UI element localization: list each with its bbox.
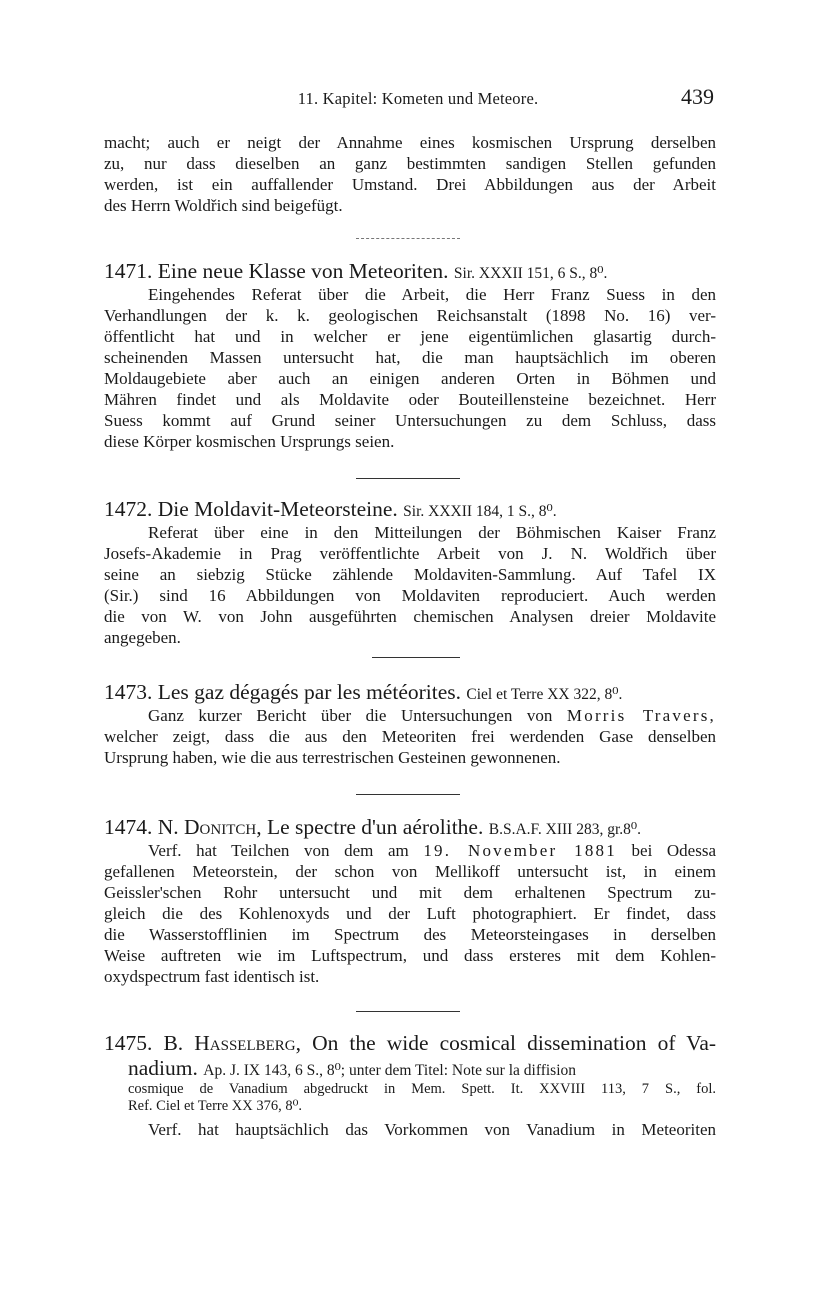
text-line: Mähren findet und als Moldavite oder Bouteillensteine bezeichnet. Herr: [104, 390, 716, 409]
entry-title: On the wide cosmical dissemination of Va-: [312, 1031, 717, 1055]
entry-title: Les gaz dégagés par les météorites.: [157, 680, 462, 704]
text-line: Moldaugebiete aber auch an einigen anderen Orten in Böhmen und: [104, 369, 716, 388]
entry-1475: [104, 1031, 716, 1140]
entry-1474: [104, 815, 716, 987]
section-divider: [356, 478, 460, 479]
section-divider: [356, 238, 460, 240]
text-line: macht; auch er neigt der Annahme eines kosmischen Ursprung derselben: [104, 133, 716, 152]
reference-line: cosmique de Vanadium abgedruckt in Mem. Spett. It. XXVIII 113, 7 S., fol.: [128, 1081, 716, 1097]
text-line: die von W. von John ausgeführten chemischen Analysen dreier Moldavite: [104, 607, 716, 626]
text-span: Verf. hat Teilchen von dem am: [148, 841, 409, 860]
entry-number: 1471.: [104, 259, 153, 283]
entry-heading-continued: [104, 1056, 716, 1081]
running-header-title: 11. Kapitel: Kometen und Meteore.: [297, 89, 539, 108]
spaced-name: Morris Travers,: [566, 706, 716, 725]
entry-heading: [104, 1031, 716, 1056]
author-name: Donitch,: [184, 815, 262, 839]
entry-number: 1472.: [104, 497, 153, 521]
text-line: die Wasserstofflinien im Spectrum des Meteorsteingases in derselben: [104, 925, 716, 944]
text-line: Suess kommt auf Grund seiner Untersuchungen zu dem Schluss, dass: [104, 411, 716, 430]
entry-number: 1474.: [104, 815, 153, 839]
text-line: Ursprung haben, wie die aus terrestrischen Gesteinen gewonnenen.: [104, 748, 561, 767]
text-line: öffentlicht hat und in welcher er jene eigentümlichen glasartig durch-: [104, 327, 716, 346]
page-number: 439: [681, 84, 714, 109]
text-line: Verf. hat hauptsächlich das Vorkommen von Vanadium in Meteoriten: [148, 1120, 716, 1139]
entry-1472: [104, 497, 716, 648]
text-line: [104, 840, 716, 861]
entry-title: Le spectre d'un aérolithe.: [266, 815, 484, 839]
text-span: bei Odessa: [631, 841, 716, 860]
entry-1473: [104, 680, 716, 768]
text-line: [104, 705, 716, 726]
text-line: seine an siebzig Stücke zählende Moldaviten-Sammlung. Auf Tafel IX: [104, 565, 716, 584]
section-divider: [356, 1011, 460, 1012]
entry-1471: [104, 259, 716, 452]
entry-heading: [104, 680, 716, 705]
entry-heading: [104, 497, 716, 522]
text-line: Josefs-Akademie in Prag veröffentlichte Arbeit von J. N. Woldřich über: [104, 544, 716, 563]
section-divider: [372, 657, 460, 658]
text-line: gleich die des Kohlenoxyds und der Luft photographiert. Er findet, dass: [104, 904, 716, 923]
text-line: diese Körper kosmischen Ursprungs seien.: [104, 432, 395, 451]
text-line: gefallenen Meteorstein, der schon von Mellikoff untersucht ist, in einem: [104, 862, 716, 881]
author-initial: B.: [163, 1031, 184, 1055]
entry-title: nadium.: [128, 1056, 198, 1080]
text-line: des Herrn Woldřich sind beigefügt.: [104, 196, 343, 215]
text-line: Geissler'schen Rohr untersucht und mit dem erhaltenen Spectrum zu-: [104, 883, 716, 902]
text-line: angegeben.: [104, 628, 181, 647]
spaced-date: 19. November 1881: [423, 841, 617, 860]
entry-number: 1473.: [104, 680, 153, 704]
text-line: welcher zeigt, dass die aus den Meteoriten frei werdenden Gase denselben: [104, 727, 716, 746]
entry-reference: Ciel et Terre XX 322, 8⁰.: [466, 686, 623, 703]
entry-heading: [104, 259, 716, 284]
text-line: scheinenden Massen untersucht hat, die man hauptsächlich im oberen: [104, 348, 716, 367]
text-line: Weise auftreten wie im Luftspectrum, und dass ersteres mit dem Kohlen-: [104, 946, 716, 965]
entry-number: 1475.: [104, 1031, 153, 1055]
text-span: Ganz kurzer Bericht über die Untersuchungen von: [148, 706, 553, 725]
author-initial: N.: [157, 815, 179, 839]
text-line: werden, ist ein auffallender Umstand. Drei Abbildungen aus der Arbeit: [104, 175, 716, 194]
author-name: Hasselberg,: [194, 1031, 301, 1055]
text-line: Verhandlungen der k. k. geologischen Reichsanstalt (1898 No. 16) ver-: [104, 306, 716, 325]
text-line: zu, nur dass dieselben an ganz bestimmten sandigen Stellen gefunden: [104, 154, 716, 173]
text-line: Eingehendes Referat über die Arbeit, die Herr Franz Suess in den: [148, 285, 716, 304]
intro-paragraph: [104, 132, 716, 216]
entry-title: Die Moldavit-Meteorsteine.: [157, 497, 398, 521]
section-divider: [356, 794, 460, 795]
text-line: Referat über eine in den Mitteilungen der Böhmischen Kaiser Franz: [148, 523, 716, 542]
entry-heading: [104, 815, 716, 840]
entry-reference: Sir. XXXII 151, 6 S., 8⁰.: [453, 265, 608, 282]
entry-reference: Sir. XXXII 184, 1 S., 8⁰.: [403, 503, 557, 520]
entry-title: Eine neue Klasse von Meteoriten.: [157, 259, 449, 283]
text-line: oxydspectrum fast identisch ist.: [104, 967, 320, 986]
text-line: (Sir.) sind 16 Abbildungen von Moldaviten reproduciert. Auch werden: [104, 586, 716, 605]
entry-reference: B.S.A.F. XIII 283, gr.8⁰.: [488, 821, 641, 838]
entry-reference: Ap. J. IX 143, 6 S., 8⁰; unter dem Titel: Note sur la diffision: [203, 1062, 577, 1079]
reference-line: Ref. Ciel et Terre XX 376, 8⁰.: [128, 1098, 303, 1114]
